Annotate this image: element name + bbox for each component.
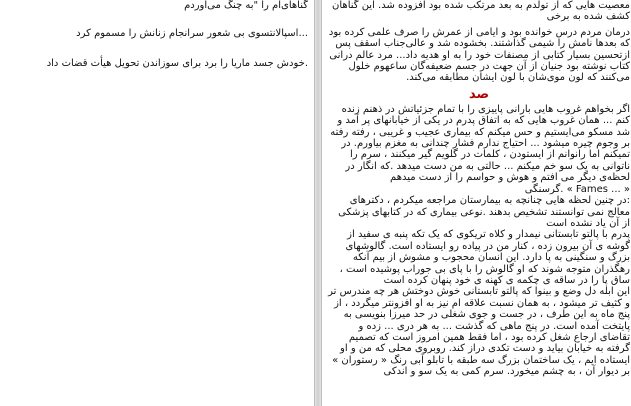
paragraph-6: این ابله دل وضع و بینوا که پالتو تابستانی خوش دوختش هر چه مندرس تر و کثیف تر میشود ، به همان نسبت علاقه ام نیز به او افزونتر میگردد ، از پنج ماه به این طرف ، در جست و جوی شغلی در حد میرزا بنویسی به پایتخت آمده است. در پنج ماهی که گذشت ... به هر دری ... زده و تقاضای ارجاع شغل کرده بود ، اما فقط همین امروز است که تصمیم گرفته به خیابان بیاید و دست تکدی دراز کند. روبروی محلی که من و او ایستاده ایم ، یک ساختمان بزرگ سه طبقه با تابلو آبی رنگ « رستوران » بر دیوار آن ، به چشم میخورد. سرم کمی به یک سو و اندکی (328, 286, 630, 378)
paragraph-4: :در چنین لحظه هایی چنانچه به بیمارستان مراجعه میکردم ، دکترهای معالج نمی توانستند تشخیص بدهند .نوعی بیماری که در کتابهای پزشکی از آن یاد نشده است (338, 195, 630, 229)
paragraph-1: درمان مردم درس خوانده بود و ایامی از عمرش را صرف علمی کرده بود که بعدها نامش را شیمی گذاشتند. بخشوده شد و عالی‌جناب اسقف پس ازتحسین بسیار کتابی از مصنفات خود را به او هدیه داد... مرد عالم درانی کتاب نوشته بود جنیان از آن جهت در جسم ضعیفه‌گان ساعهوم خلول می‌کنند که لون موی‌شان با لون ایشان مطابقه می‌کند. (328, 26, 630, 84)
section-heading: صد (468, 86, 490, 102)
paragraph-5: پدرم با پالتو تابستانی نیمدار و کلاه تریکوی که یک تکه پنبه ی سفید از گوشه ی آن بیرون زده ، کنار من در پیاده رو ایستاده است. گالوشهای بزرگ و سنگینی به پا دارد. این انسان محجوب و مشوش از بیم آنکه رهگذران متوجه شوند که او گالوش را با پای بی جوراب پوشیده است ، ساق پا را در ساقه ی چکمه ی کهنه ی خود پنهان کرده است (339, 229, 630, 286)
left-text-line-1: گناهای‌ام را "به چنگ می‌آوردم (184, 0, 308, 11)
left-text-line-2: ...اسپالانتسوی بی شعور سرانجام زنانش را مسموم کرد (76, 28, 308, 39)
paragraph-3: « ... Fames » .گرسنگی (524, 183, 630, 195)
left-document-pane (0, 0, 314, 406)
top-text-fragment: معصیت هایی که از تولدم به بعد مرتکب شده بود افزوده شد. این گناهان کشف شده به برخی (332, 0, 630, 23)
document-body (322, 0, 631, 378)
pane-splitter[interactable] (314, 0, 322, 406)
paragraph-2: اگر بخواهم غروب هایی بارانی پاییزی را با تمام جزئیاتش در ذهنم زنده کنم ... همان غروب هایی که به اتفاق پدرم در یکی از خیابانهای پر آمد و شد مسکو می‌ایستیم و حس میکنم که بیماری عجیب و غریبی ، رفته رفته بر وجوم چیره میشود ... احتیاج ندارم فشار چندانی به مغزم بیاورم. در تمیکنم اما رانوانم از ایستودن ، کلمات در گلویم گیر میکنند ، سرم را ناتوانی به یک سو خم میکنم ... حالتی به من دست میدهد .که انگار در لحظه‌ی دیگر می افتم و هوش و حواسم را از دست میدهم (330, 103, 630, 184)
left-text-line-3: .خودش جسد ماریا را برد برای سوزاندن تحویل هیأت قضات داد (46, 58, 308, 69)
right-document-pane[interactable] (322, 0, 631, 406)
